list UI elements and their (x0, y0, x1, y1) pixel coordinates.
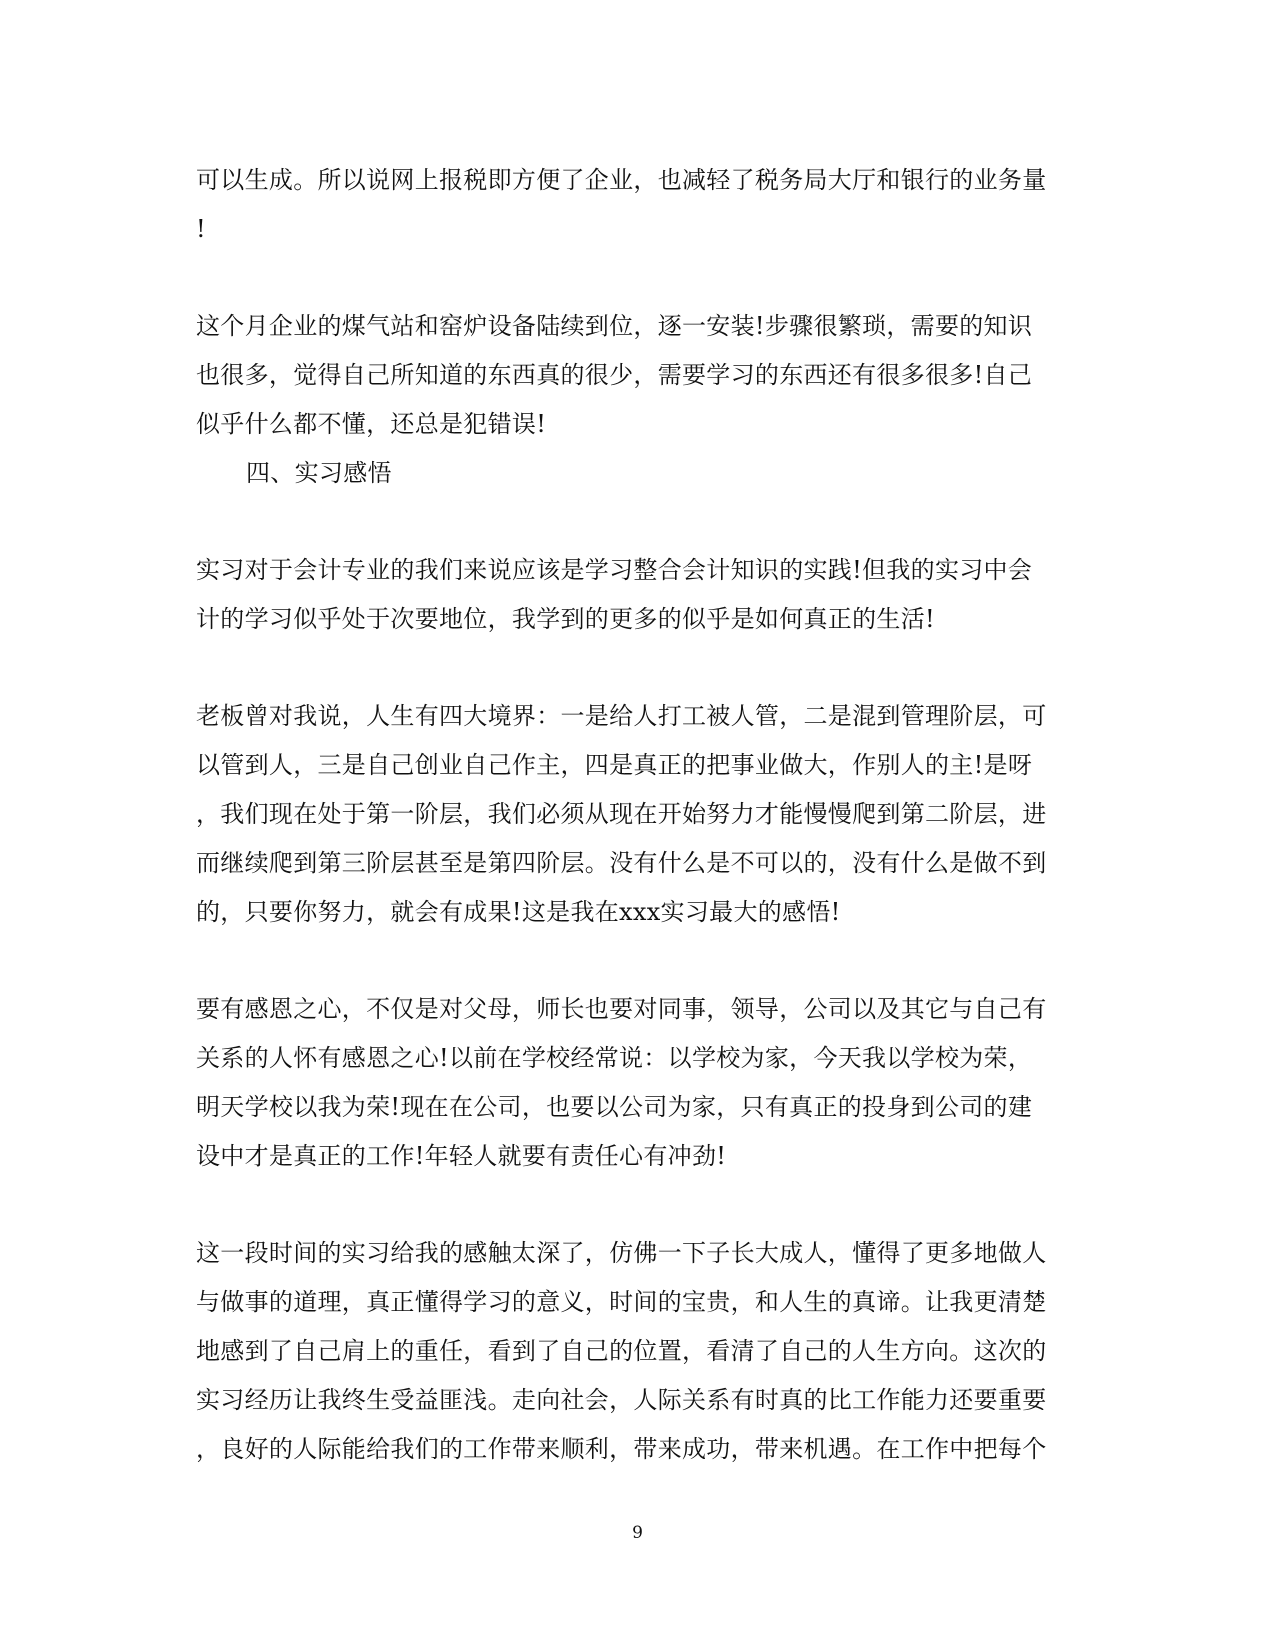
text-line: 这个月企业的煤气站和窑炉设备陆续到位，逐一安装!步骤很繁琐，需要的知识 (196, 312, 1033, 340)
text-line: 老板曾对我说，人生有四大境界：一是给人打工被人管，二是混到管理阶层，可 (196, 702, 1047, 730)
text-line: ，我们现在处于第一阶层，我们必须从现在开始努力才能慢慢爬到第二阶层，进 (196, 800, 1047, 828)
text-line: 可以生成。所以说网上报税即方便了企业，也减轻了税务局大厅和银行的业务量 (196, 166, 1047, 194)
text-line: 设中才是真正的工作!年轻人就要有责任心有冲劲! (196, 1142, 727, 1170)
text-line: 计的学习似乎处于次要地位，我学到的更多的似乎是如何真正的生活! (196, 605, 935, 633)
text-line: 也很多，觉得自己所知道的东西真的很少，需要学习的东西还有很多很多!自己 (196, 361, 1033, 389)
text-line: ! (196, 215, 206, 243)
section-heading (196, 449, 1076, 498)
paragraph-2 (196, 302, 1076, 449)
text-line: 这一段时间的实习给我的感触太深了，仿佛一下子长大成人，懂得了更多地做人 (196, 1239, 1047, 1267)
paragraph-6 (196, 1229, 1076, 1474)
page-number: 9 (632, 1523, 643, 1543)
text-line: 而继续爬到第三阶层甚至是第四阶层。没有什么是不可以的，没有什么是做不到 (196, 849, 1047, 877)
paragraph-4 (196, 692, 1076, 937)
paragraph-1 (196, 156, 1076, 254)
text-line: 明天学校以我为荣!现在在公司，也要以公司为家，只有真正的投身到公司的建 (196, 1093, 1033, 1121)
paragraph-5 (196, 985, 1076, 1181)
paragraph-3 (196, 546, 1076, 644)
text-line: 以管到人，三是自己创业自己作主，四是真正的把事业做大，作别人的主!是呀 (196, 751, 1033, 779)
text-line: ，良好的人际能给我们的工作带来顺利，带来成功，带来机遇。在工作中把每个 (196, 1435, 1047, 1463)
text-line: 似乎什么都不懂，还总是犯错误! (196, 410, 547, 438)
text-line: 要有感恩之心，不仅是对父母，师长也要对同事，领导，公司以及其它与自己有 (196, 995, 1047, 1023)
text-line: 与做事的道理，真正懂得学习的意义，时间的宝贵，和人生的真谛。让我更清楚 (196, 1288, 1047, 1316)
text-line: 实习对于会计专业的我们来说应该是学习整合会计知识的实践!但我的实习中会 (196, 556, 1033, 584)
body-text (196, 156, 1076, 1474)
text-line: 实习经历让我终生受益匪浅。走向社会，人际关系有时真的比工作能力还要重要 (196, 1386, 1047, 1414)
text-line: 的，只要你努力，就会有成果!这是我在xxx实习最大的感悟! (196, 898, 841, 926)
text-line: 地感到了自己肩上的重任，看到了自己的位置，看清了自己的人生方向。这次的 (196, 1337, 1047, 1365)
text-line: 关系的人怀有感恩之心!以前在学校经常说：以学校为家，今天我以学校为荣， (196, 1044, 1033, 1072)
section-heading-text: 四、实习感悟 (246, 459, 392, 487)
